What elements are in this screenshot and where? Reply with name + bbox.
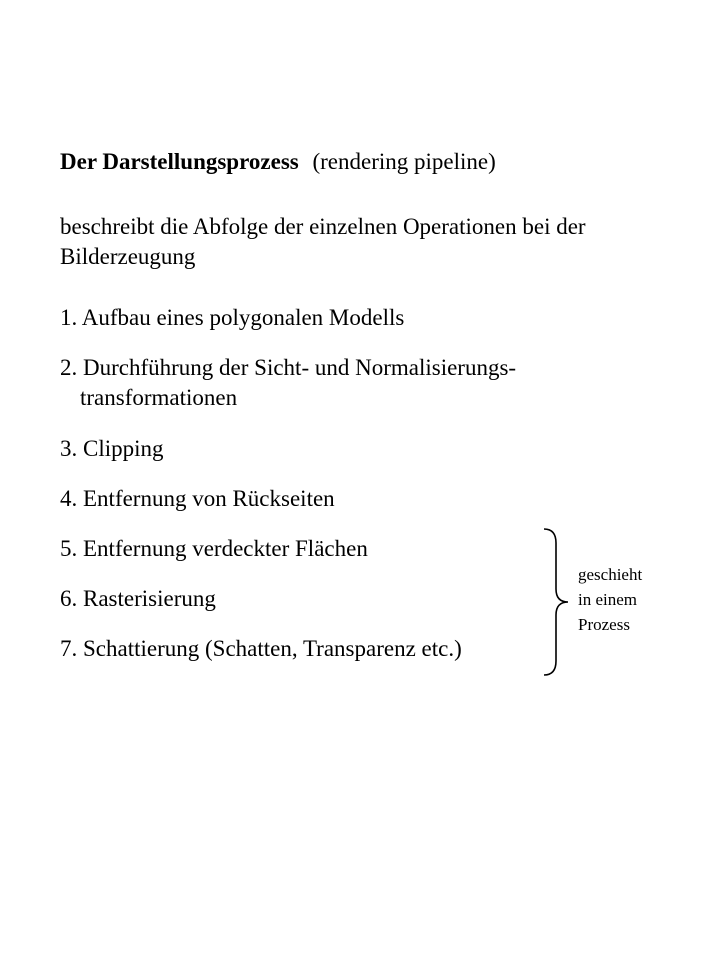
step-number: 3.: [60, 436, 78, 461]
step-text-continuation: transformationen: [80, 385, 238, 410]
step-item-1: [60, 303, 404, 333]
step-text: Clipping: [83, 436, 164, 461]
step-item-2: [60, 353, 516, 413]
brace-note-line-3: Prozess: [578, 615, 630, 634]
brace-note: [578, 562, 688, 637]
step-item-4: [60, 484, 335, 514]
step-text: Durchführung der Sicht- und Normalisierungs-: [83, 355, 517, 380]
step-text: Schattierung (Schatten, Transparenz etc.): [83, 636, 462, 661]
step-item-5: [60, 534, 368, 564]
step-number: 7.: [60, 636, 78, 661]
step-text: Aufbau eines polygonalen Modells: [81, 305, 405, 330]
description: beschreibt die Abfolge der einzelnen Operationen bei der Bilderzeugung: [60, 214, 586, 269]
step-number: 1.: [60, 305, 78, 330]
step-number: 5.: [60, 536, 78, 561]
curly-brace-icon: [538, 527, 578, 677]
step-item-3: [60, 434, 164, 464]
title-main: Der Darstellungsprozess: [60, 149, 299, 174]
brace-note-line-2: in einem: [578, 590, 638, 609]
step-item-7: [60, 634, 462, 664]
step-text: Entfernung von Rückseiten: [83, 486, 335, 511]
step-item-6: [60, 584, 216, 614]
step-number: 6.: [60, 586, 78, 611]
step-number: 2.: [60, 355, 78, 380]
step-text: Entfernung verdeckter Flächen: [83, 536, 368, 561]
step-text: Rasterisierung: [83, 586, 216, 611]
slide-title: [60, 147, 496, 177]
step-number: 4.: [60, 486, 78, 511]
title-sub: (rendering pipeline): [312, 149, 496, 174]
brace-note-line-1: geschieht: [578, 565, 643, 584]
